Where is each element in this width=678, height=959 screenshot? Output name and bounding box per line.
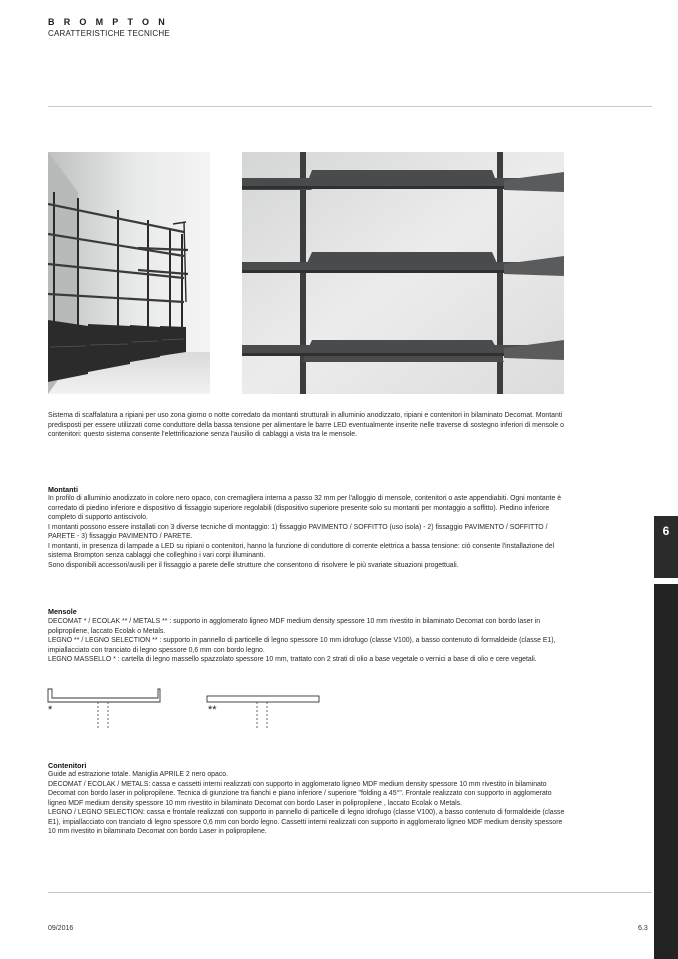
wardrobe-room-photo: [48, 152, 210, 394]
contenitori-body: [48, 770, 566, 837]
mensole-line: DECOMAT * / ECOLAK ** / METALS ** : supporto in agglomerato ligneo MDF medium density spessore 10 mm rivestito in bilaminato Decomat con bordo laser in polipropilene, laccato Ecolak o Metals.: [48, 618, 541, 635]
montanti-line: Sono disponibili accessori/ausili per il fissaggio a parete delle strutture che consentono di risolvere le più svariate situazioni progettuali.: [48, 561, 459, 569]
montanti-heading: Montanti: [48, 485, 78, 494]
header-divider: [48, 106, 652, 107]
contenitori-line: DECOMAT / ECOLAK / METALS: cassa e cassetti interni realizzati con supporto in agglomerato ligneo MDF medium density spessore 10 mm rivestito in bilaminato Decomat con bordo laser in polipropilene. Tecnica di giunzione tra fianchi e piano inferiore / superiore "folding a 45°". Frontale realizzato con supporto in agglomerato ligneo MDF medium density spessore 10 mm rivestito in bilaminato Decomat con bordo Laser in polipropilene , laccato Ecolak o Metals.: [48, 780, 552, 807]
chapter-sidebar: [654, 584, 678, 959]
footer-divider: [48, 892, 652, 893]
montanti-line: I montanti possono essere installati con 3 diverse tecniche di montaggio: 1) fissaggio PAVIMENTO / SOFFITTO (uso isola) - 2) fissaggio PAVIMENTO / SOFFITTO / PARETE - 3) fissaggio PAVIMENTO / PARETE.: [48, 523, 548, 540]
shelving-closeup-photo: [242, 152, 564, 394]
shelf-profile-diagram-2: [205, 694, 323, 730]
page-number: 6.3: [638, 925, 648, 932]
montanti-line: In profilo di alluminio anodizzato in colore nero opaco, con cremagliera interna a passo 32 mm per l'alloggio di mensole, contenitori o aste appendiabiti. Ogni montante è corredato di piedino inferiore e dispositivo di fissaggio superiore regolabili (dispositivo superiore presente solo su montanti per montaggio a soffitto). Piedino inferiore completo di supporto antiscivolo.: [48, 495, 562, 521]
diagram-label-double-star: **: [208, 704, 217, 716]
section-subtitle: CARATTERISTICHE TECNICHE: [48, 29, 170, 38]
chapter-tab: 6: [654, 516, 678, 578]
intro-paragraph: Sistema di scaffalatura a ripiani per uso zona giorno o notte corredato da montanti strutturali in alluminio anodizzato, ripiani e contenitori in bilaminato Decomat. Montanti predisposti per essere utilizzati come conduttore della bassa tensione per alimentare le barre LED eventualmente inserite nelle traverse di sostegno inferiori di mensole o contenitori: questo sistema consente l'elettrificazione senza l'ausilio di cablaggi a vista tra le mensole.: [48, 412, 564, 438]
mensole-heading: Mensole: [48, 607, 77, 616]
montanti-line: I montanti, in presenza di lampade a LED su ripiani o contenitori, hanno la funzione di conduttore di corrente elettrica a bassa tensione: ciò consente l'installazione del sistema Brompton senza cablaggi che colleghino i vari corpi illuminanti.: [48, 542, 555, 559]
mensole-line: LEGNO ** / LEGNO SELECTION ** : supporto in pannello di particelle di legno spessore 10 mm idrofugo (classe V100), a basso contenuto di formaldeide (classe E1), impiallacciato con tranciato di legno spessore 0,6 mm con bordo legno.: [48, 637, 556, 654]
diagram-label-single-star: *: [48, 704, 53, 716]
brand-title: BROMPTON: [48, 17, 174, 27]
contenitori-line: Guide ad estrazione totale. Maniglia APRILE 2 nero opaco.: [48, 771, 229, 778]
contenitori-heading: Contenitori: [48, 761, 87, 770]
mensole-line: LEGNO MASSELLO * : cartella di legno massello spazzolato spessore 10 mm, trattato con 2 strati di olio a base vegetale o vernici a base di olio e cere vegetali.: [48, 656, 537, 663]
montanti-body: [48, 494, 566, 570]
contenitori-line: LEGNO / LEGNO SELECTION: cassa e frontale realizzati con supporto in pannello di particelle di legno idrofugo (classe V100), a basso contenuto di formaldeide (classe E1), impiallacciato con tranciato di legno spessore 0,6 mm con bordo legno. Cassetti interni realizzati con supporto in agglomerato ligneo MDF medium density spessore 10 mm rivestito in bilaminato Decomat con bordo Laser in polipropilene.: [48, 809, 565, 835]
mensole-body: [48, 617, 566, 665]
shelf-profile-diagram-1: [46, 686, 166, 730]
footer-date: 09/2016: [48, 925, 74, 932]
